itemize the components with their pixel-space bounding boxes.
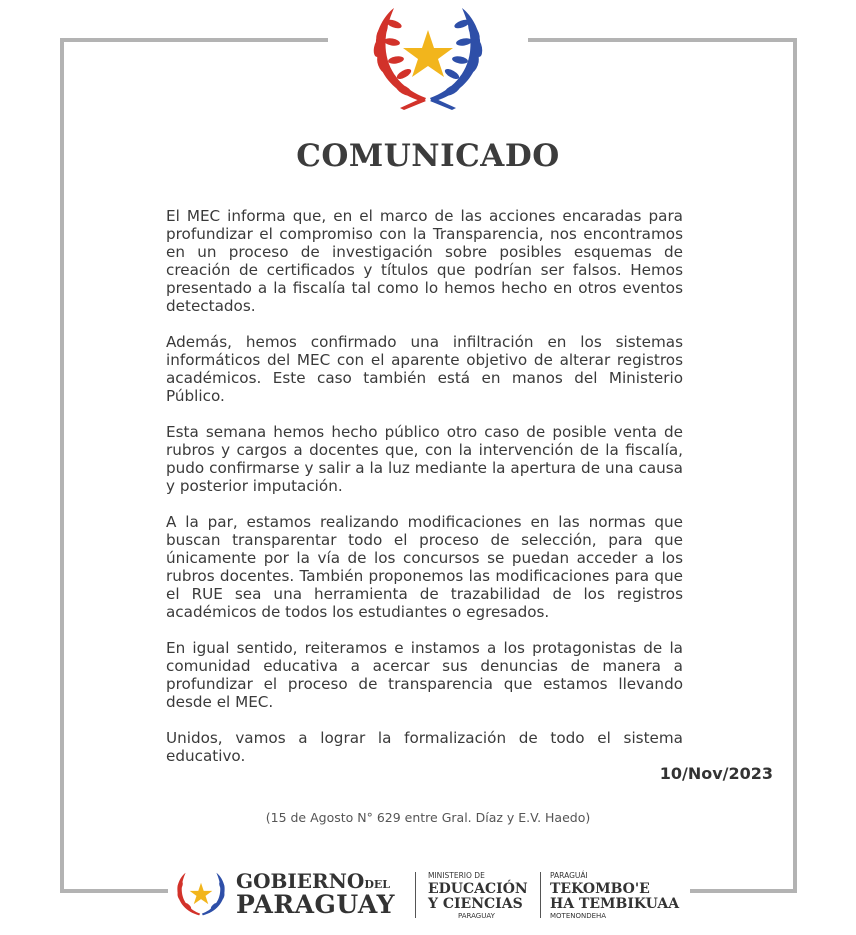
logo-separator-2 [540,872,541,918]
document-title: COMUNICADO [296,138,560,174]
document-date: 10/Nov/2023 [659,764,773,783]
document-body [166,207,683,783]
paragraph-6: Unidos, vamos a lograr la formalización de todo el sistema educativo. [166,729,683,765]
tek-line-2: TEKOMBO'E [550,880,650,897]
mec-logo-text [428,872,528,920]
paraguay-seal-icon [364,2,492,112]
gobierno-word: GOBIERNO [236,869,365,893]
paraguay-word: PARAGUAY [236,890,395,919]
paragraph-4: A la par, estamos realizando modificaciones en las normas que buscan transparentar todo el proceso de selección, para que únicamente por la vía de los concursos se puedan acceder a los rubros docentes. También proponemos las modificaciones para que el RUE sea una herramienta de trazabilidad de los registros académicos de todos los estudiantes o egresados. [166,513,683,621]
tekombo-logo-text [550,872,679,920]
gobierno-logo-text [236,871,395,917]
mec-line-2: EDUCACIÓN [428,880,528,897]
gobierno-del: DEL [364,878,391,891]
mec-line-4: PARAGUAY [458,911,495,920]
mec-line-3: Y CIENCIAS [428,895,523,912]
mec-line-1: MINISTERIO DE [428,871,485,880]
tek-line-1: PARAGUÁI [550,871,588,880]
paragraph-3: Esta semana hemos hecho público otro caso de posible venta de rubros y cargos a docentes que, con la intervención de la fiscalía, pudo confirmarse y salir a la luz mediante la apertura de una causa y posterior imputación. [166,423,683,495]
paragraph-5: En igual sentido, reiteramos e instamos a los protagonistas de la comunidad educativa a acercar sus denuncias de manera a profundizar el proceso de transparencia que estamos llevando desde el MEC. [166,639,683,711]
logo-separator-1 [415,872,416,918]
paraguay-seal-small-icon [172,868,230,922]
paragraph-1: El MEC informa que, en el marco de las acciones encaradas para profundizar el compromiso con la Transparencia, nos encontramos en un proceso de investigación sobre posibles esquemas de creación de certificados y títulos que podrían ser falsos. Hemos presentado a la fiscalía tal como lo hemos hecho en otros eventos detectados. [166,207,683,315]
footer-logos [172,862,692,928]
tek-line-4: MOTENONDEHA [550,911,607,920]
address-line: (15 de Agosto N° 629 entre Gral. Díaz y E.V. Haedo) [265,810,591,825]
tek-line-3: HA TEMBIKUAA [550,895,680,912]
paragraph-2: Además, hemos confirmado una infiltración en los sistemas informáticos del MEC con el aparente objetivo de alterar registros académicos. Este caso también está en manos del Ministerio Público. [166,333,683,405]
